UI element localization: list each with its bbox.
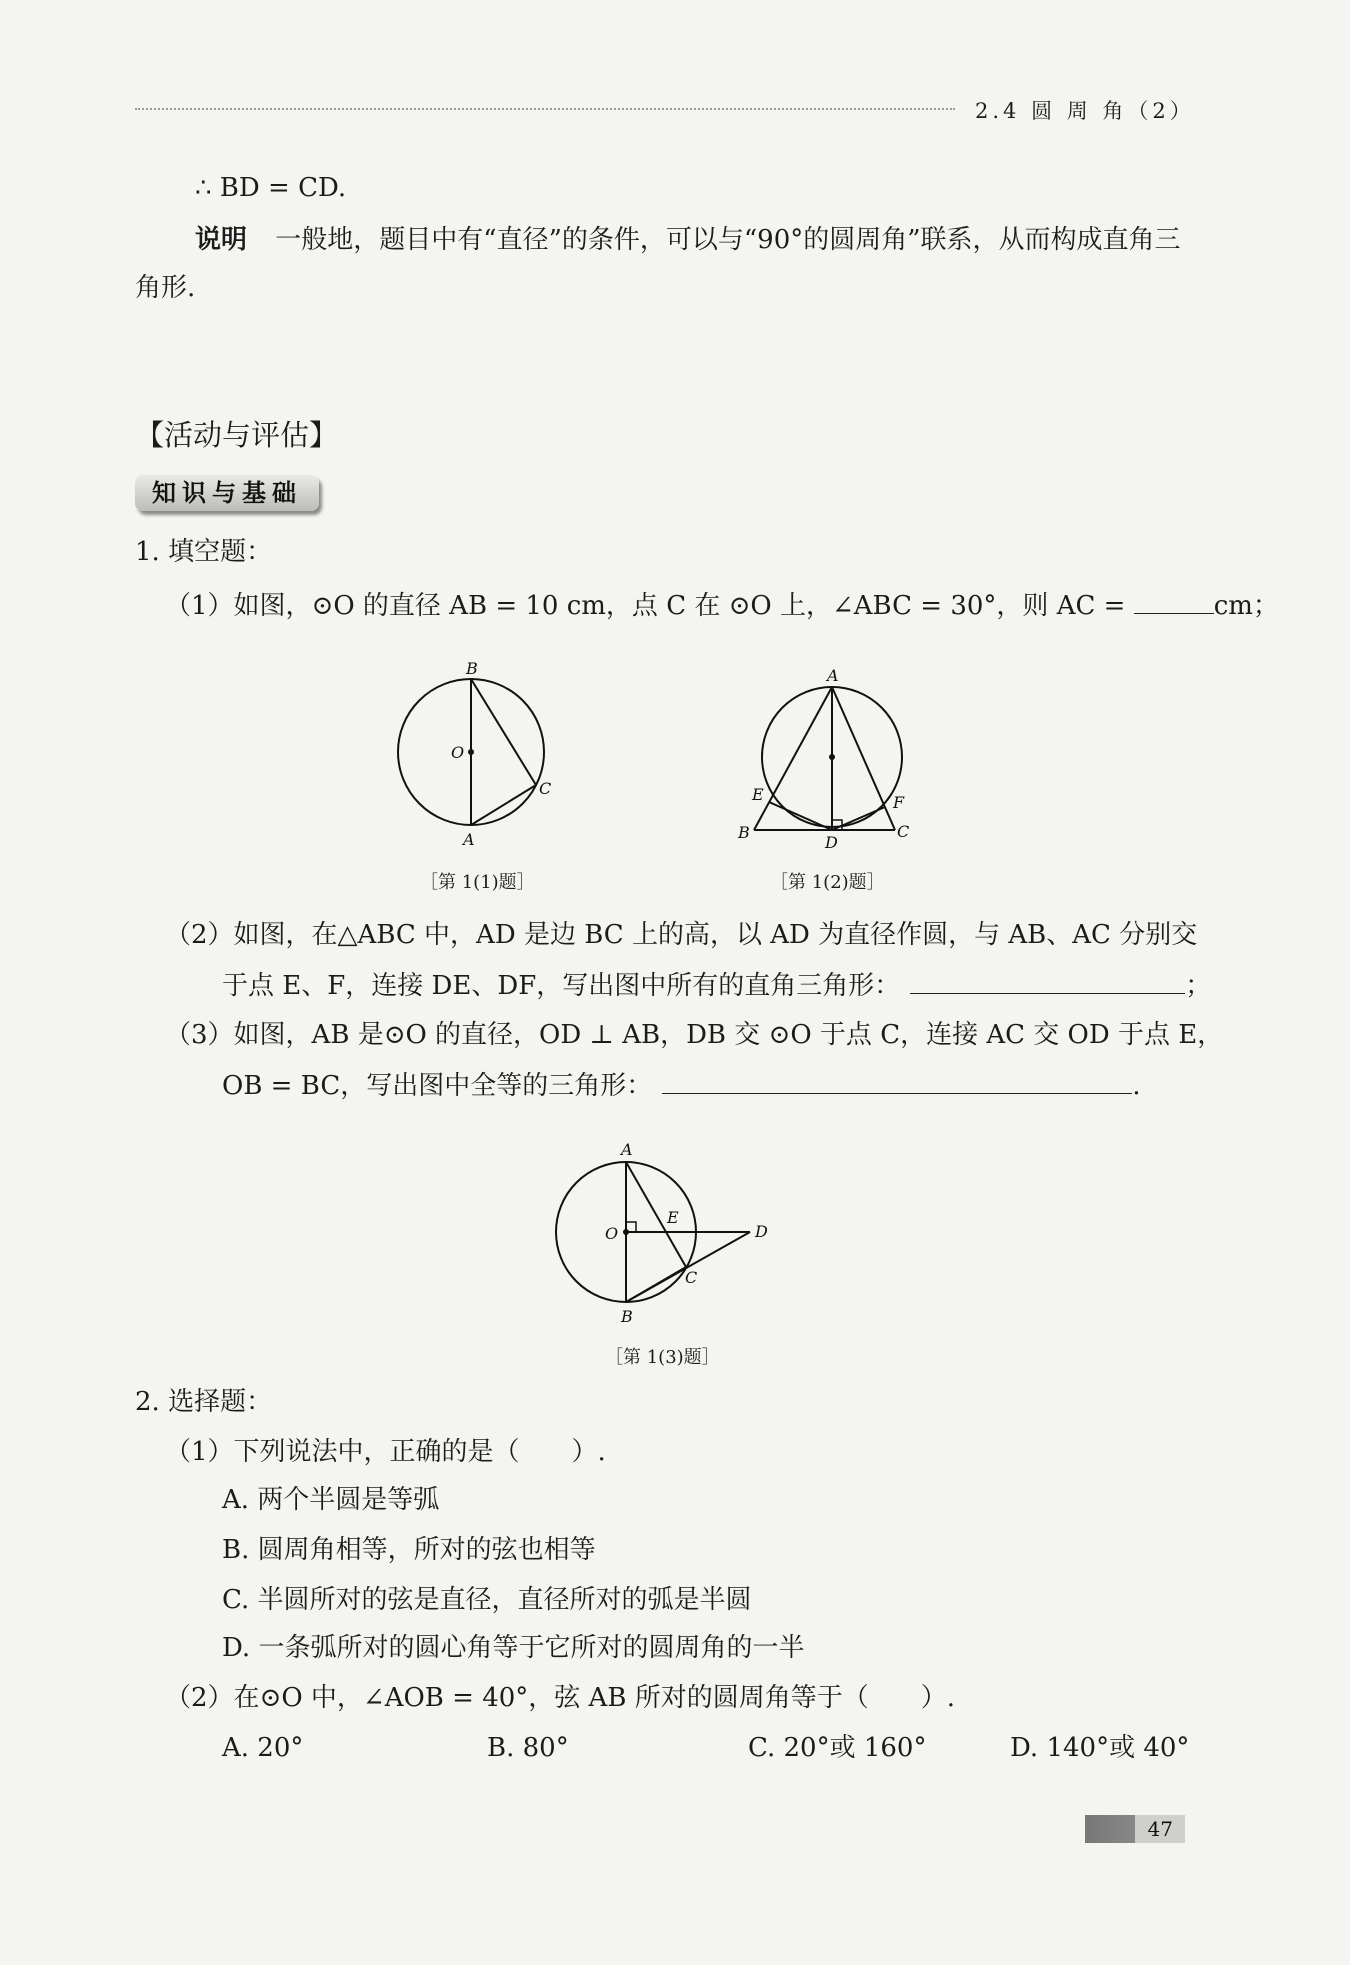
center-point xyxy=(468,749,474,755)
chord-bc xyxy=(471,679,536,785)
note-label: 说明 xyxy=(195,225,248,255)
q1-title: 1. 填空题： xyxy=(135,537,273,567)
segment-bc xyxy=(626,1267,686,1302)
label-c2: C xyxy=(897,822,910,841)
q1-part1-blank[interactable] xyxy=(1134,585,1214,614)
chord-ac xyxy=(471,785,536,825)
q1-part1-text: （1）如图，⊙O 的直径 AB = 10 cm，点 C 在 ⊙O 上，∠ABC = 30°，则 AC = xyxy=(165,591,1134,621)
q2-s2-option-c[interactable]: C. 20°或 160° xyxy=(748,1733,927,1763)
label-e: E xyxy=(752,785,764,804)
q2-s1-option-d[interactable]: D. 一条弧所对的圆心角等于它所对的圆周角的一半 xyxy=(222,1633,805,1663)
q1-part1-unit: cm； xyxy=(1213,591,1279,621)
label-b3: B xyxy=(621,1307,633,1326)
side-ac xyxy=(832,687,895,830)
q2-s1-option-c[interactable]: C. 半圆所对的弦是直径，直径所对的弧是半圆 xyxy=(222,1585,752,1615)
q1-part2-line2 xyxy=(222,965,1211,1006)
page-number-tab xyxy=(1085,1815,1185,1843)
label-a3: A xyxy=(621,1140,633,1159)
label-e3: E xyxy=(667,1208,679,1227)
label-b: B xyxy=(466,660,478,678)
q2-s2-question: （2）在⊙O 中，∠AOB = 40°，弦 AB 所对的圆周角等于（ ）. xyxy=(165,1683,955,1713)
figure-1-2-caption: ［第 1(2)题］ xyxy=(770,872,885,893)
note-line-2: 角形. xyxy=(135,273,196,303)
knowledge-badge: 知识与基础 xyxy=(135,475,319,511)
q1-part3-line1: （3）如图，AB 是⊙O 的直径，OD ⊥ AB，DB 交 ⊙O 于点 C，连接 AC 交 OD 于点 E， xyxy=(165,1020,1224,1050)
label-c3: C xyxy=(685,1268,698,1287)
segment-df xyxy=(832,807,885,830)
label-a2: A xyxy=(827,666,839,685)
side-ab xyxy=(754,687,832,830)
label-a: A xyxy=(463,830,475,849)
label-c: C xyxy=(539,779,552,798)
q1-part2-blank[interactable] xyxy=(910,965,1185,994)
q2-s1-option-a[interactable]: A. 两个半圆是等弧 xyxy=(222,1485,440,1515)
segment-de xyxy=(769,802,832,830)
figure-1-1-caption: ［第 1(1)题］ xyxy=(420,872,535,893)
q1-part2-text: 于点 E、F，连接 DE、DF，写出图中所有的直角三角形： xyxy=(222,971,901,1001)
q1-part3-text: OB = BC，写出图中全等的三角形： xyxy=(222,1071,653,1101)
q1-part2-end: ； xyxy=(1185,971,1212,1001)
figure-1-3-caption: ［第 1(3)题］ xyxy=(605,1347,720,1368)
q2-title: 2. 选择题： xyxy=(135,1387,273,1417)
note-line-1 xyxy=(195,220,1181,260)
note-text: 一般地，题目中有“直径”的条件，可以与“90°的圆周角”联系，从而构成直角三 xyxy=(275,225,1181,255)
q1-part2-line1: （2）如图，在△ABC 中，AD 是边 BC 上的高，以 AD 为直径作圆，与 AB、AC 分别交 xyxy=(165,920,1198,950)
section-header: 2.4 圆 周 角（2） xyxy=(975,99,1195,123)
q2-s1-question: （1）下列说法中，正确的是（ ）. xyxy=(165,1437,606,1467)
label-d: D xyxy=(825,833,838,852)
center-point-3 xyxy=(623,1229,629,1235)
activity-heading: 【活动与评估】 xyxy=(135,418,339,452)
conclusion-line: ∴ BD = CD. xyxy=(195,173,347,203)
q1-part3-blank[interactable] xyxy=(662,1065,1132,1094)
label-o: O xyxy=(451,743,465,762)
q2-s2-option-d[interactable]: D. 140°或 40° xyxy=(1010,1733,1190,1763)
page-number: 47 xyxy=(1147,1817,1173,1841)
label-d3: D xyxy=(755,1222,768,1241)
q1-part3-line2 xyxy=(222,1065,1141,1106)
center-point-2 xyxy=(829,754,835,760)
q1-part1 xyxy=(165,585,1279,626)
figure-1-1 xyxy=(385,660,565,855)
figure-1-3 xyxy=(545,1135,775,1330)
q1-part3-end: . xyxy=(1132,1071,1141,1101)
header-rule xyxy=(135,108,955,110)
label-o3: O xyxy=(605,1224,619,1243)
q2-s2-option-b[interactable]: B. 80° xyxy=(487,1733,569,1763)
figure-1-2 xyxy=(730,665,910,855)
label-f: F xyxy=(893,793,905,812)
q2-s1-option-b[interactable]: B. 圆周角相等，所对的弦也相等 xyxy=(222,1535,596,1565)
q2-s2-option-a[interactable]: A. 20° xyxy=(222,1733,304,1763)
label-b2: B xyxy=(738,823,750,842)
